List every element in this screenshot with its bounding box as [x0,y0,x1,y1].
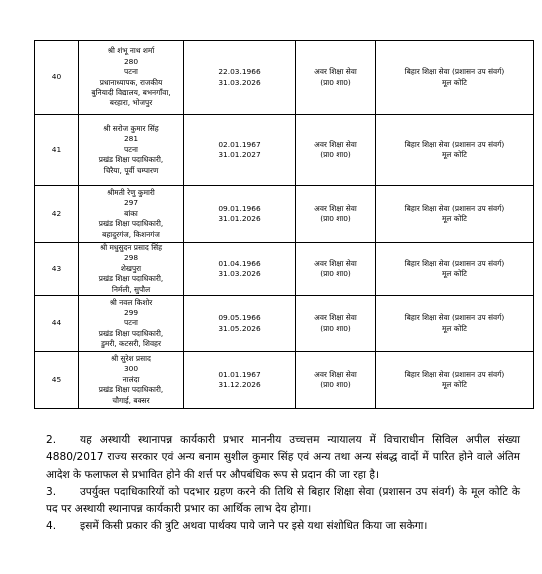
birth-date: 02.01.1967 [218,139,261,149]
birth-date: 22.03.1966 [218,67,261,77]
note-number: 4. [46,520,57,533]
birth-date: 09.01.1966 [218,203,261,213]
officer-name: श्री सरोज कुमार सिंह [103,123,159,133]
serial-cell [35,296,79,352]
serial-number: 45 [51,374,62,384]
table-row [35,352,534,409]
officer-district: पटना [124,318,138,328]
note-number: 2. [46,434,57,446]
officer-cell [79,296,184,352]
officer-office: बहादुरगंज, किशनगंज [102,229,160,239]
serial-cell [35,41,79,115]
serial-number: 41 [51,144,62,154]
note-paragraph [46,432,520,484]
service-name: बिहार शिक्षा सेवा (प्रशासन उप संवर्ग) [404,203,505,213]
officer-office: चौगाई, बक्सर [112,395,150,405]
officer-code: 281 [123,134,139,144]
dates-cell [184,296,296,352]
notes-section [46,432,520,536]
dates-cell [184,243,296,296]
officers-table-body [35,41,534,409]
serial-number: 42 [51,208,62,218]
serial-number: 44 [51,318,62,328]
service-category: मूल कोटि [441,323,467,333]
service-cell [376,41,534,115]
table-row [35,186,534,243]
dates-cell [184,41,296,115]
cadre-name: अवर शिक्षा सेवा [314,67,357,77]
officer-post: प्रखंड शिक्षा पदाधिकारी, [98,328,164,338]
officer-district: नालंदा [122,374,140,384]
dates-cell [184,186,296,243]
officer-post: प्रधानाध्यापक, राजकीय [99,77,163,87]
serial-number: 43 [51,263,62,273]
dates-cell [184,352,296,409]
note-number: 3. [46,485,57,498]
birth-date: 01.04.1966 [218,258,261,268]
note-paragraph [46,518,520,535]
retirement-date: 31.01.2027 [218,150,261,159]
service-category: मूल कोटि [441,269,467,279]
officer-code: 299 [123,307,139,317]
table-row [35,41,534,115]
cadre-sub: (प्रा0 शा0) [320,214,351,223]
cadre-cell [296,115,376,186]
service-name: बिहार शिक्षा सेवा (प्रशासन उप संवर्ग) [404,258,505,268]
cadre-name: अवर शिक्षा सेवा [314,369,357,379]
officers-table [34,40,534,409]
note-text: इसमें किसी प्रकार की त्रुटि अथवा पार्थक्य पाये जाने पर इसे यथा संशोधित किया जा सकेगा। [80,520,428,533]
service-category: मूल कोटि [441,214,467,223]
retirement-date: 31.03.2026 [218,269,261,279]
officer-office: चिरैया, पूर्वी चम्पारण [103,165,159,175]
service-cell [376,352,534,409]
officer-post: प्रखंड शिक्षा पदाधिकारी, [98,155,164,165]
officer-post: प्रखंड शिक्षा पदाधिकारी, [98,274,164,284]
officer-cell [79,186,184,243]
service-name: बिहार शिक्षा सेवा (प्रशासन उप संवर्ग) [404,369,505,379]
dates-cell [184,115,296,186]
cadre-sub: (प्रा0 शा0) [320,380,351,390]
officer-name: श्री मधुसुदन प्रसाद सिंह [99,243,163,252]
retirement-date: 31.03.2026 [218,77,261,87]
cadre-name: अवर शिक्षा सेवा [314,313,357,323]
officer-name: श्रीमती रेणु कुमारी [107,187,155,197]
note-text: यह अस्थायी स्थानापन्न कार्यकारी प्रभार माननीय उच्चत्तम न्यायालय में विचाराधीन सिविल अपील संख्या 4880/2017 राज्य सरकार एवं अन्य बनाम सुशील कुमार सिंह एवं अन्य तथा अन्य संबद्ध वादों में पारित होने वाले अंतिम आदेश के फलाफल से प्रभावित होने की शर्त्त पर औपबंधिक रूप से प्रदान की जा रहा है। [46,434,520,481]
officer-office: निर्मली, सुपौल [111,284,151,294]
cadre-sub: (प्रा0 शा0) [320,323,351,333]
officer-district: पटना [124,144,138,154]
officer-cell [79,243,184,296]
cadre-cell [296,296,376,352]
service-category: मूल कोटि [441,77,467,87]
cadre-name: अवर शिक्षा सेवा [314,258,357,268]
service-name: बिहार शिक्षा सेवा (प्रशासन उप संवर्ग) [404,313,505,323]
cadre-cell [296,41,376,115]
officer-name: श्री शंभू नाथ शर्मा [107,46,155,56]
table-row [35,115,534,186]
service-name: बिहार शिक्षा सेवा (प्रशासन उप संवर्ग) [404,67,505,77]
officer-code: 298 [123,253,139,263]
cadre-sub: (प्रा0 शा0) [320,150,351,159]
service-cell [376,243,534,296]
cadre-sub: (प्रा0 शा0) [320,269,351,279]
officer-office: बुनियादी विद्यालय, बभनगाँवा, [91,87,171,97]
birth-date: 01.01.1967 [218,369,261,379]
cadre-cell [296,352,376,409]
service-name: बिहार शिक्षा सेवा (प्रशासन उप संवर्ग) [404,139,505,149]
service-cell [376,296,534,352]
officer-post: प्रखंड शिक्षा पदाधिकारी, [98,385,164,395]
serial-cell [35,186,79,243]
birth-date: 09.05.1966 [218,313,261,323]
cadre-name: अवर शिक्षा सेवा [314,203,357,213]
serial-cell [35,352,79,409]
officer-code: 297 [123,198,139,208]
table-row [35,243,534,296]
officer-name: श्री सुरेश प्रसाद [111,354,151,364]
service-cell [376,186,534,243]
cadre-name: अवर शिक्षा सेवा [314,139,357,149]
officer-district: पटना [124,67,138,77]
retirement-date: 31.01.2026 [218,214,261,223]
service-category: मूल कोटि [441,380,467,390]
retirement-date: 31.05.2026 [218,323,261,333]
table-row [35,296,534,352]
officer-code: 280 [123,56,139,66]
retirement-date: 31.12.2026 [218,380,261,390]
serial-cell [35,115,79,186]
officer-office: डुमरी, कटसरी, शिवहर [100,339,162,349]
officer-cell [79,115,184,186]
officer-name: श्री नवल किशोर [109,297,153,307]
cadre-cell [296,186,376,243]
service-cell [376,115,534,186]
officer-cell [79,352,184,409]
officer-cell [79,41,184,115]
service-category: मूल कोटि [441,150,467,159]
serial-cell [35,243,79,296]
note-paragraph [46,484,520,519]
officer-district: शेखपुरा [120,263,142,273]
note-text: उपर्युक्त पदाधिकारियों को पदभार ग्रहण करने की तिथि से बिहार शिक्षा सेवा (प्रशासन उप संवर्ग) के मूल कोटि के पद पर अस्थायी स्थानापन्न कार्यकारी प्रभार का आर्थिक लाभ देय होगा। [46,485,520,516]
officer-post: प्रखंड शिक्षा पदाधिकारी, [98,219,164,229]
cadre-sub: (प्रा0 शा0) [320,77,351,87]
officer-district: बांका [124,208,138,218]
serial-number: 40 [51,72,62,82]
cadre-cell [296,243,376,296]
officer-place: बरहारा, भोजपुर [109,98,153,108]
officer-code: 300 [123,364,139,374]
